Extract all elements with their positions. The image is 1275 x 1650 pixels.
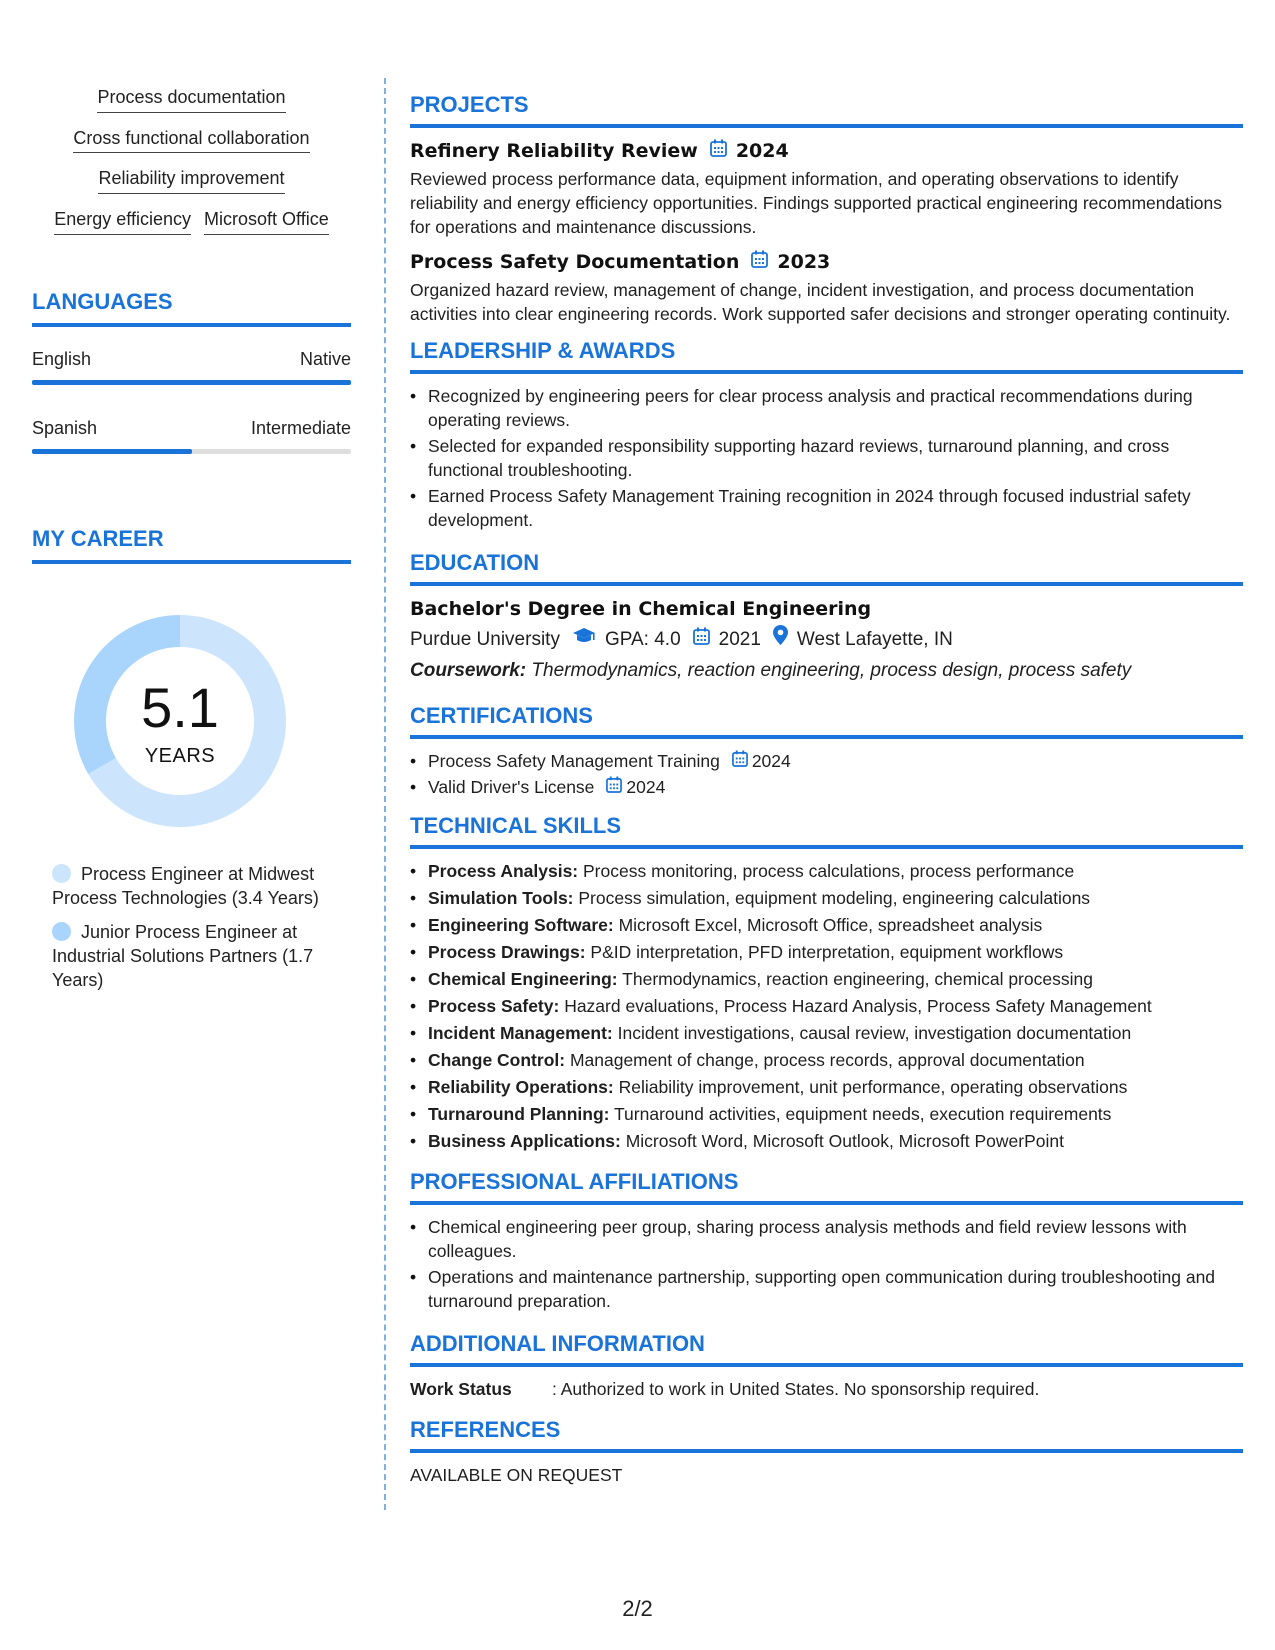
skill-label: Process Analysis: <box>428 861 579 881</box>
certification-row <box>428 775 1243 799</box>
list-item <box>410 1021 1243 1045</box>
list-item <box>410 1048 1243 1072</box>
list-item: • Recognized by engineering peers for clear process analysis and practical recommendations during operating reviews. <box>410 384 1243 432</box>
left-column <box>32 82 351 1002</box>
references-text: AVAILABLE ON REQUEST <box>410 1465 623 1485</box>
skill-tag: Energy efficiency <box>54 204 191 235</box>
skill-label: Process Drawings: <box>428 942 586 962</box>
career-legend-dot <box>52 864 71 883</box>
skill-label: Change Control: <box>428 1050 566 1070</box>
skill-tags <box>32 82 351 235</box>
education-title: EDUCATION <box>410 552 1243 586</box>
skill-tag-row <box>32 204 351 235</box>
list-item <box>410 859 1243 883</box>
certifications-section <box>410 705 1243 799</box>
skill-tag: Reliability improvement <box>98 163 284 194</box>
skill-label: Reliability Operations: <box>428 1077 614 1097</box>
skill-tag: Cross functional collaboration <box>73 123 309 154</box>
education-degree: Bachelor's Degree in Chemical Engineering <box>410 598 872 620</box>
career-years-label: YEARS <box>144 744 216 767</box>
skill-value: Reliability improvement, unit performance, operating observations <box>613 1077 1128 1097</box>
skill-tag: Process documentation <box>97 82 285 113</box>
language-bar-fill <box>32 449 192 454</box>
calendar-icon <box>710 138 727 164</box>
skill-value: Process monitoring, process calculations, process performance <box>578 861 1075 881</box>
leadership-list <box>410 384 1243 532</box>
career-legend <box>32 862 331 992</box>
language-level: Intermediate <box>250 417 351 438</box>
skill-tag-row <box>32 82 351 113</box>
column-divider <box>384 78 386 1510</box>
skill-value: Thermodynamics, reaction engineering, chemical processing <box>617 969 1093 989</box>
work-status-value: : Authorized to work in United States. No sponsorship required. <box>552 1379 1040 1399</box>
list-item: • Selected for expanded responsibility supporting hazard reviews, turnaround planning, and cross functional troubleshooting. <box>410 434 1243 482</box>
project-header <box>410 249 1243 275</box>
language-row <box>32 349 351 370</box>
certification-year: 2024 <box>626 777 666 797</box>
language-bar <box>32 449 351 454</box>
skill-label: Business Applications: <box>428 1131 621 1151</box>
skill-label: Chemical Engineering: <box>428 969 618 989</box>
certification-item <box>410 749 1243 773</box>
skill-tag-row <box>32 163 351 194</box>
affiliations-list <box>410 1215 1243 1313</box>
project-year: 2024 <box>735 140 789 162</box>
skill-label: Process Safety: <box>428 996 560 1016</box>
skill-value: Hazard evaluations, Process Hazard Analysis, Process Safety Management <box>559 996 1152 1016</box>
language-row <box>32 418 351 439</box>
list-item <box>410 967 1243 991</box>
project-item <box>410 138 1243 239</box>
career-entry <box>52 862 331 910</box>
skill-value: Turnaround activities, equipment needs, execution requirements <box>609 1104 1112 1124</box>
language-name: Spanish <box>32 417 98 438</box>
project-name: Process Safety Documentation <box>410 251 740 273</box>
projects-title: PROJECTS <box>410 94 1243 128</box>
list-item <box>410 940 1243 964</box>
project-year: 2023 <box>777 251 831 273</box>
skill-label: Engineering Software: <box>428 915 614 935</box>
skill-tag: Microsoft Office <box>204 204 329 235</box>
project-name: Refinery Reliability Review <box>410 140 698 162</box>
affiliations-title: PROFESSIONAL AFFILIATIONS <box>410 1171 1243 1205</box>
project-description: Reviewed process performance data, equipment information, and operating observations to identify reliability and energy efficiency opportunities. Findings supported practical engineering recommendations for operations and maintenance discussions. <box>410 169 1222 237</box>
career-legend-dot <box>52 922 71 941</box>
calendar-icon <box>751 249 768 275</box>
project-description: Organized hazard review, management of change, incident investigation, and process documentation activities into clear engineering records. Work supported safer decisions and stronger operating continuity. <box>410 280 1231 324</box>
graduation-cap-icon <box>572 626 596 654</box>
calendar-icon <box>693 626 710 654</box>
skill-value: Microsoft Excel, Microsoft Office, spreadsheet analysis <box>613 915 1043 935</box>
work-status-row <box>410 1377 1243 1401</box>
location-pin-icon <box>773 625 788 654</box>
work-status-label: Work Status <box>410 1379 512 1399</box>
education-coursework <box>410 657 1243 685</box>
language-bar-fill <box>32 380 351 385</box>
technical-skills-title: TECHNICAL SKILLS <box>410 815 1243 849</box>
skill-value: Incident investigations, causal review, investigation documentation <box>612 1023 1132 1043</box>
certification-row <box>428 749 1243 773</box>
certification-name: • Valid Driver's License <box>428 777 595 797</box>
technical-skills-list <box>410 859 1243 1153</box>
list-item <box>410 1102 1243 1126</box>
list-item <box>410 886 1243 910</box>
skill-label: Simulation Tools: <box>428 888 574 908</box>
education-details <box>410 625 1243 654</box>
language-name: English <box>32 348 92 369</box>
additional-info-section <box>410 1333 1243 1401</box>
list-item: • Operations and maintenance partnership, supporting open communication during troubleshooting and turnaround preparation. <box>410 1265 1243 1313</box>
certification-item <box>410 775 1243 799</box>
languages-title: LANGUAGES <box>32 291 351 327</box>
language-bar <box>32 380 351 385</box>
skill-value: Management of change, process records, approval documentation <box>565 1050 1085 1070</box>
education-year: 2021 <box>718 628 761 650</box>
career-entry-text: Process Engineer at Midwest Process Technologies (3.4 Years) <box>52 863 319 908</box>
projects-section <box>410 94 1243 326</box>
leadership-title: LEADERSHIP & AWARDS <box>410 340 1243 374</box>
page-number: 2/2 <box>622 1596 653 1621</box>
career-title: MY CAREER <box>32 528 351 564</box>
list-item: • Chemical engineering peer group, sharing process analysis methods and field review lessons with colleagues. <box>410 1215 1243 1263</box>
leadership-section <box>410 340 1243 532</box>
certification-name: • Process Safety Management Training <box>428 751 720 771</box>
career-section <box>32 525 351 992</box>
affiliations-section <box>410 1171 1243 1313</box>
education-school: Purdue University <box>410 628 560 650</box>
coursework-label: Coursework: <box>410 660 527 681</box>
certifications-list <box>410 749 1243 799</box>
skill-tag-row <box>32 123 351 154</box>
references-title: REFERENCES <box>410 1419 1243 1453</box>
certification-year: 2024 <box>751 751 791 771</box>
skill-label: Turnaround Planning: <box>428 1104 610 1124</box>
technical-skills-section <box>410 815 1243 1153</box>
skill-label: Incident Management: <box>428 1023 613 1043</box>
skill-value: Microsoft Word, Microsoft Outlook, Microsoft PowerPoint <box>620 1131 1064 1151</box>
education-section <box>410 552 1243 685</box>
education-gpa: GPA: 4.0 <box>604 628 681 650</box>
languages-section <box>32 288 351 454</box>
career-total-years: 5.1 <box>141 675 219 739</box>
additional-info-title: ADDITIONAL INFORMATION <box>410 1333 1243 1367</box>
career-donut <box>67 608 293 834</box>
certifications-title: CERTIFICATIONS <box>410 705 1243 739</box>
list-item <box>410 1129 1243 1153</box>
education-location: West Lafayette, IN <box>796 628 953 650</box>
list-item <box>410 994 1243 1018</box>
project-header <box>410 138 1243 164</box>
right-column <box>410 94 1243 1501</box>
project-item <box>410 249 1243 326</box>
career-entry <box>52 920 331 992</box>
coursework-text: Thermodynamics, reaction engineering, process design, process safety <box>526 660 1132 681</box>
career-entry-text: Junior Process Engineer at Industrial Solutions Partners (1.7 Years) <box>52 921 314 990</box>
references-section <box>410 1419 1243 1487</box>
calendar-icon <box>606 775 622 799</box>
list-item: • Earned Process Safety Management Training recognition in 2024 through focused industrial safety development. <box>410 484 1243 532</box>
skill-value: Process simulation, equipment modeling, engineering calculations <box>573 888 1091 908</box>
skill-value: P&ID interpretation, PFD interpretation, equipment workflows <box>585 942 1064 962</box>
calendar-icon <box>732 749 748 773</box>
language-level: Native <box>299 348 351 369</box>
list-item <box>410 913 1243 937</box>
list-item <box>410 1075 1243 1099</box>
